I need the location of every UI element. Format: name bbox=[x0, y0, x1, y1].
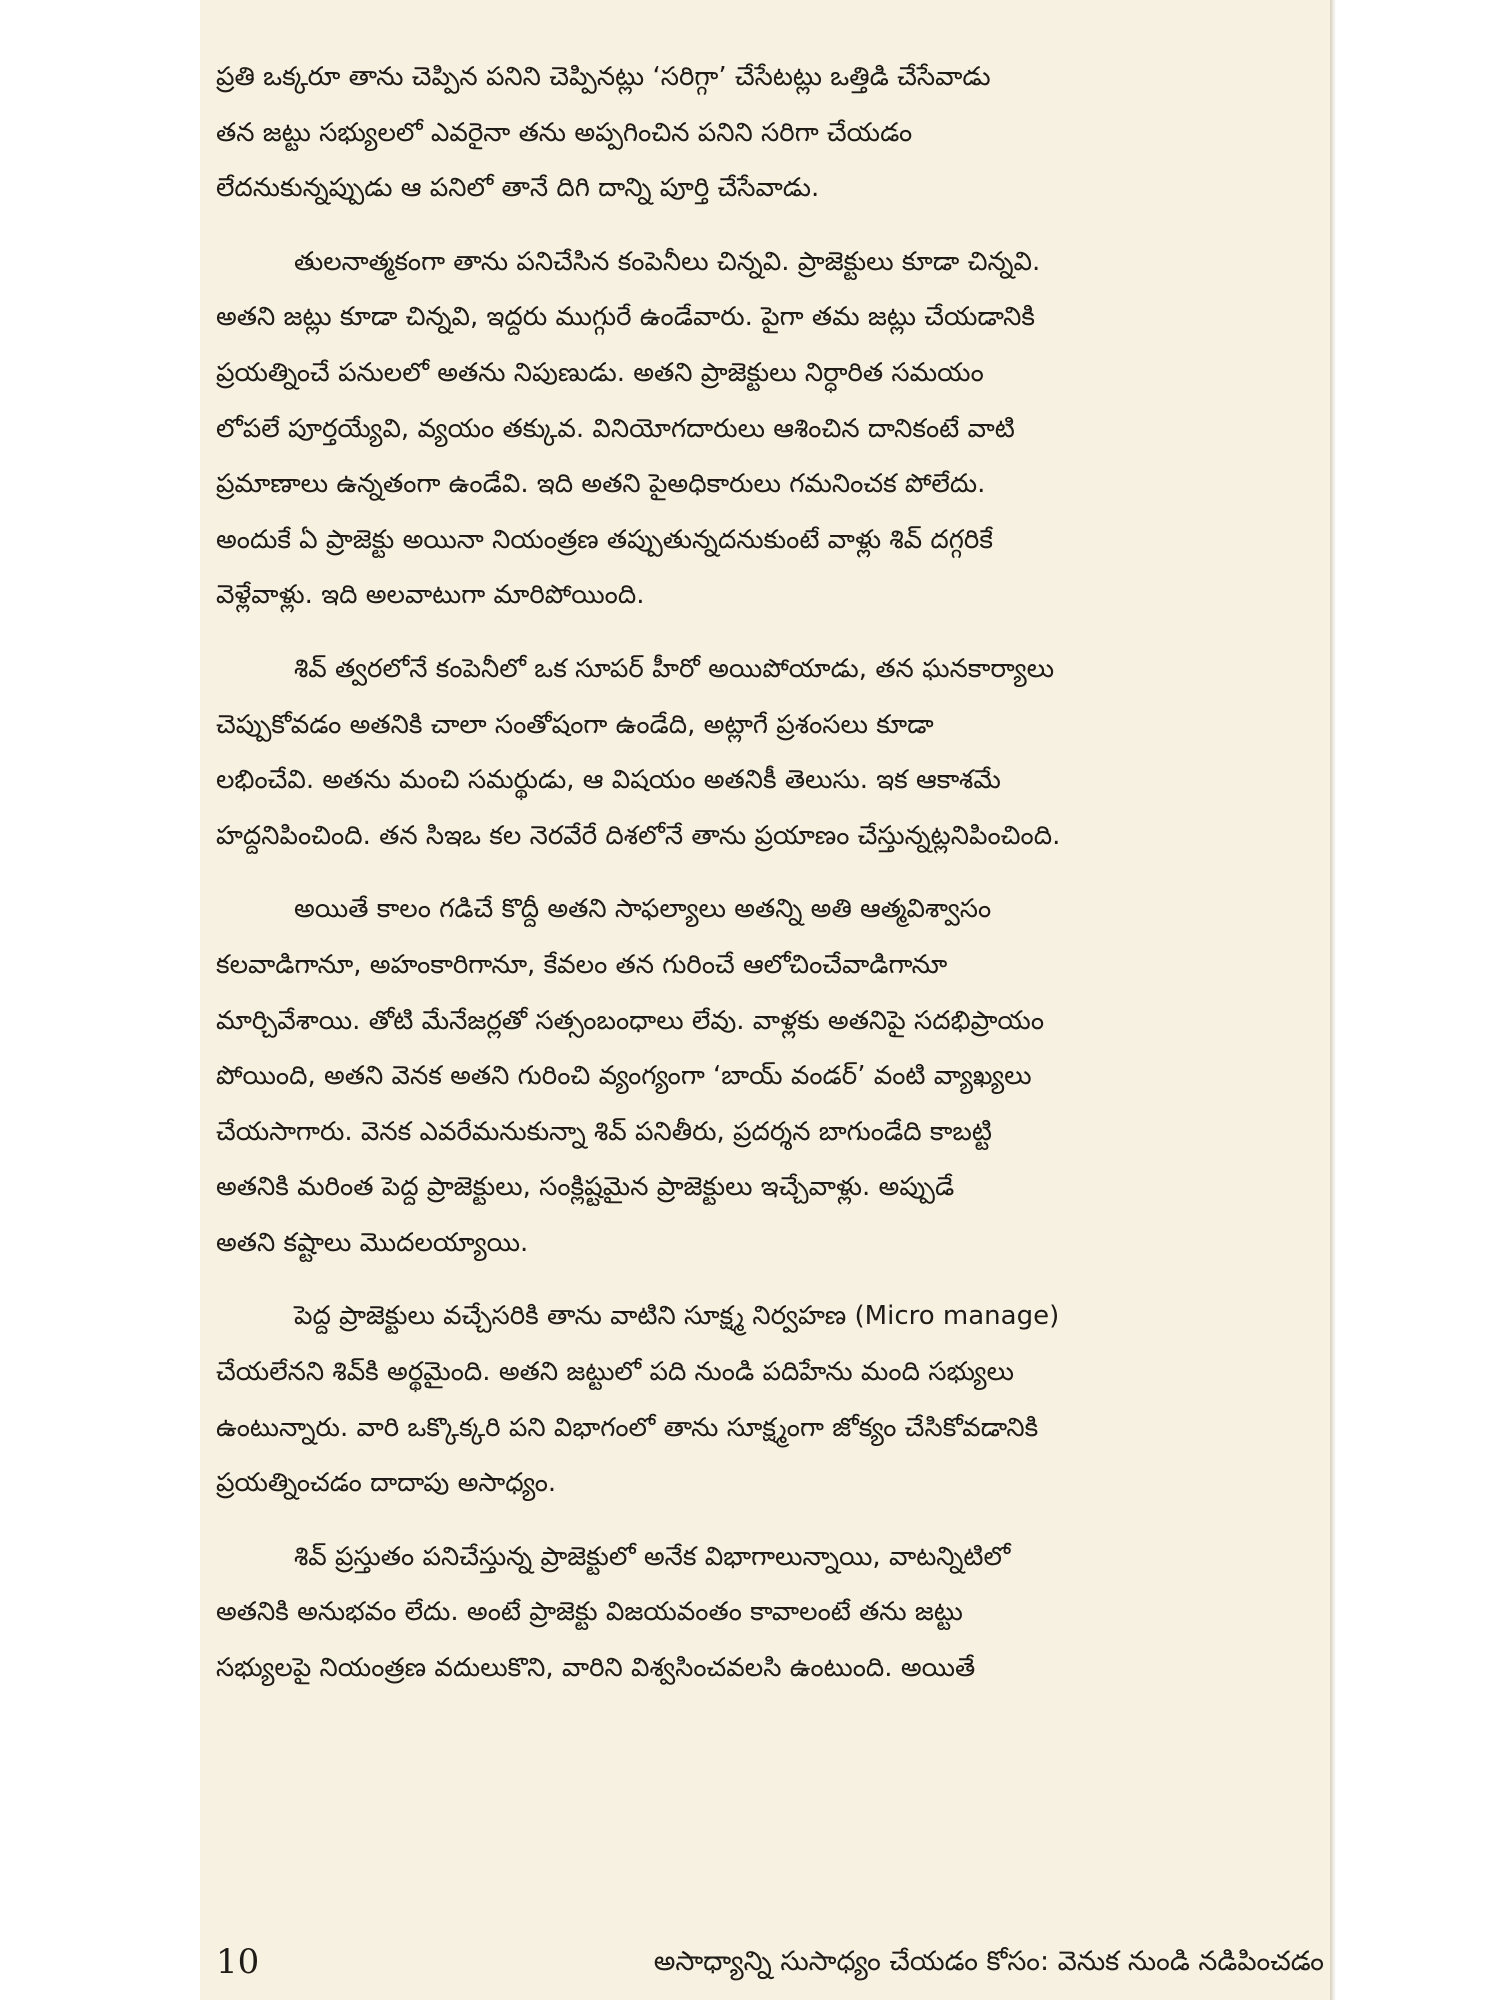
text-line: పెద్ద ప్రాజెక్టులు వచ్చేసరికి తాను వాటిని సూక్ష్మ నిర్వహణ (Micro manage) bbox=[294, 1301, 1060, 1332]
text-line: మార్చివేశాయి. తోటి మేనేజర్లతో సత్సంబంధాలు లేవు. వాళ్లకు అతనిపై సదభిప్రాయం bbox=[216, 1005, 1045, 1036]
running-title: అసాధ్యాన్ని సుసాధ్యం చేయడం కోసం: వెనుక నుండి నడిపించడం bbox=[653, 1946, 1324, 1977]
text-line: చేయలేనని శివ్‌కి అర్థమైంది. అతని జట్టులో పది నుండి పదిహేను మంది సభ్యులు bbox=[216, 1357, 1015, 1388]
text-line: ప్రతి ఒక్కరూ తాను చెప్పిన పనిని చెప్పినట్లు ‘సరిగ్గా’ చేసేటట్లు ఒత్తిడి చేసేవాడు bbox=[216, 62, 991, 92]
text-line: హద్దనిపించింది. తన సిఇఒ కల నెరవేరే దిశలోనే తాను ప్రయాణం చేస్తున్నట్లనిపించింది. bbox=[216, 820, 1061, 851]
text-line: ఉంటున్నారు. వారి ఒక్కొక్కరి పని విభాగంలో తాను సూక్ష్మంగా జోక్యం చేసికోవడానికి bbox=[216, 1412, 1039, 1443]
page-number: 10 bbox=[216, 1942, 260, 1982]
text-line: శివ్ ప్రస్తుతం పనిచేస్తున్న ప్రాజెక్టులో అనేక విభాగాలున్నాయి, వాటన్నిటిలో bbox=[294, 1541, 1011, 1572]
text-line: ప్రయత్నించే పనులలో అతను నిపుణుడు. అతని ప్రాజెక్టులు నిర్ధారిత సమయం bbox=[216, 357, 984, 388]
text-line: అతనికి అనుభవం లేదు. అంటే ప్రాజెక్టు విజయవంతం కావాలంటే తను జట్టు bbox=[216, 1597, 963, 1628]
text-line: సభ్యులపై నియంత్రణ వదులుకొని, వారిని విశ్వసించవలసి ఉంటుంది. అయితే bbox=[216, 1653, 976, 1684]
text-line: తన జట్టు సభ్యులలో ఎవరైనా తను అప్పగించిన పనిని సరిగా చేయడం bbox=[216, 117, 913, 148]
body-text bbox=[216, 50, 1324, 1715]
paragraph-2 bbox=[216, 235, 1324, 624]
book-page bbox=[200, 0, 1330, 2000]
page-edge bbox=[1330, 0, 1336, 2000]
text-line: లభించేవి. అతను మంచి సమర్థుడు, ఆ విషయం అతనికీ తెలుసు. ఇక ఆకాశమే bbox=[216, 765, 1001, 796]
paragraph-5 bbox=[216, 1289, 1324, 1511]
text-line: ప్రమాణాలు ఉన్నతంగా ఉండేవి. ఇది అతని పైఅధికారులు గమనించక పోలేదు. bbox=[216, 469, 986, 500]
text-line: అతని కష్టాలు మొదలయ్యాయి. bbox=[216, 1227, 529, 1258]
paragraph-1 bbox=[216, 50, 1324, 217]
text-line: శివ్ త్వరలోనే కంపెనీలో ఒక సూపర్ హీరో అయిపోయాడు, తన ఘనకార్యాలు bbox=[294, 653, 1055, 684]
text-line: చెప్పుకోవడం అతనికి చాలా సంతోషంగా ఉండేది, అట్లాగే ప్రశంసలు కూడా bbox=[216, 709, 934, 740]
text-line: లేదనుకున్నప్పుడు ఆ పనిలో తానే దిగి దాన్ని పూర్తి చేసేవాడు. bbox=[216, 173, 820, 204]
text-line: పోయింది, అతని వెనక అతని గురించి వ్యంగ్యంగా ‘బాయ్ వండర్’ వంటి వ్యాఖ్యలు bbox=[216, 1061, 1032, 1092]
text-line: అతనికి మరింత పెద్ద ప్రాజెక్టులు, సంక్లిష్టమైన ప్రాజెక్టులు ఇచ్చేవాళ్లు. అప్పుడే bbox=[216, 1172, 955, 1203]
text-line: చేయసాగారు. వెనక ఎవరేమనుకున్నా శివ్ పనితీరు, ప్రదర్శన బాగుండేది కాబట్టి bbox=[216, 1116, 992, 1147]
paragraph-3 bbox=[216, 642, 1324, 864]
text-line: లోపలే పూర్తయ్యేవి, వ్యయం తక్కువ. వినియోగదారులు ఆశించిన దానికంటే వాటి bbox=[216, 413, 1015, 444]
text-line: వెళ్లేవాళ్లు. ఇది అలవాటుగా మారిపోయింది. bbox=[216, 580, 645, 611]
page-footer bbox=[216, 1942, 1324, 1992]
text-line: అందుకే ఏ ప్రాజెక్టు అయినా నియంత్రణ తప్పుతున్నదనుకుంటే వాళ్లు శివ్ దగ్గరికే bbox=[216, 524, 993, 555]
text-line: అతని జట్లు కూడా చిన్నవి, ఇద్దరు ముగ్గురే ఉండేవారు. పైగా తమ జట్లు చేయడానికి bbox=[216, 302, 1035, 333]
paragraph-6 bbox=[216, 1530, 1324, 1697]
text-line: కలవాడిగానూ, అహంకారిగానూ, కేవలం తన గురించే ఆలోచించేవాడిగానూ bbox=[216, 949, 948, 980]
text-line: ప్రయత్నించడం దాదాపు అసాధ్యం. bbox=[216, 1468, 557, 1499]
text-line: అయితే కాలం గడిచే కొద్దీ అతని సాఫల్యాలు అతన్ని అతి ఆత్మవిశ్వాసం bbox=[294, 894, 992, 925]
paragraph-4 bbox=[216, 882, 1324, 1271]
text-line: తులనాత్మకంగా తాను పనిచేసిన కంపెనీలు చిన్నవి. ప్రాజెక్టులు కూడా చిన్నవి. bbox=[294, 246, 1041, 277]
